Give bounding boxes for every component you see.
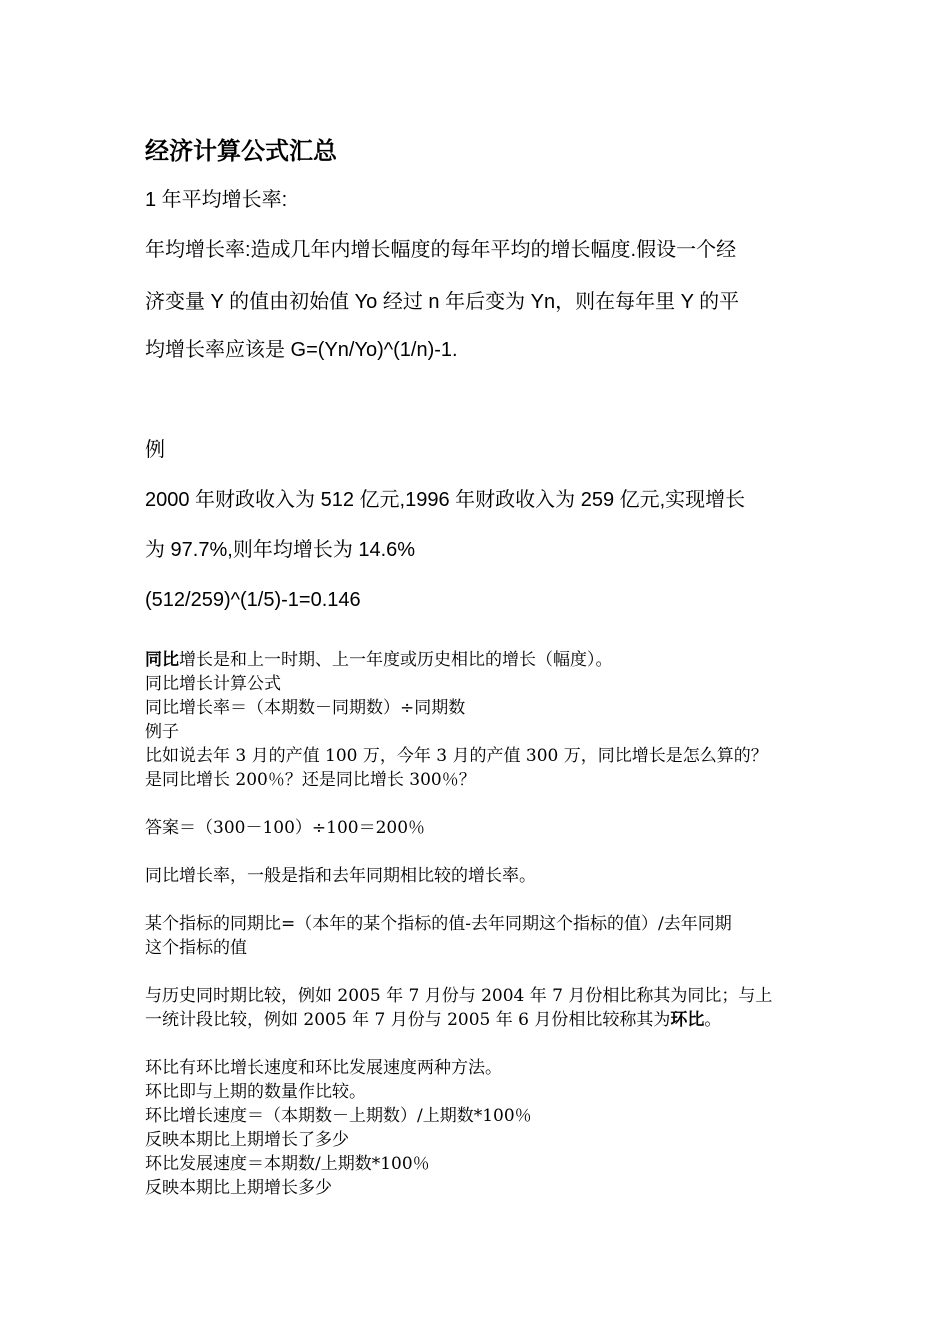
yoy-formula: 同比增长率＝（本期数－同期数）÷同期数 xyxy=(145,698,466,718)
mom-development-meaning: 反映本期比上期增长多少 xyxy=(145,1178,332,1198)
example-line: 为 97.7%,则年均增长为 14.6% xyxy=(145,539,416,561)
paragraph-line: 济变量 Y 的值由初始值 Yo 经过 n 年后变为 Yn，则在每年里 Y 的平 xyxy=(145,291,740,313)
mom-growth-meaning: 反映本期比上期增长了多少 xyxy=(145,1130,349,1150)
example-formula: (512/259)^(1/5)-1=0.146 xyxy=(145,589,361,611)
yoy-note: 同比增长率，一般是指和去年同期相比较的增长率。 xyxy=(145,866,536,886)
document-title: 经济计算公式汇总 xyxy=(145,138,337,165)
paragraph-line: 均增长率应该是 G=(Yn/Yo)^(1/n)-1. xyxy=(145,339,458,361)
yoy-index-line: 这个指标的值 xyxy=(145,938,247,958)
example-line: 2000 年财政收入为 512 亿元,1996 年财政收入为 259 亿元,实现增长 xyxy=(145,489,746,511)
mom-methods: 环比有环比增长速度和环比发展速度两种方法。 xyxy=(145,1058,502,1078)
yoy-definition: 同比增长是和上一时期、上一年度或历史相比的增长（幅度）。 xyxy=(145,650,613,670)
yoy-history-line: 一统计段比较，例如 2005 年 7 月份与 2005 年 6 月份相比较称其为环比。 xyxy=(145,1010,722,1030)
example-label: 例 xyxy=(145,439,165,461)
yoy-answer: 答案＝（300－100）÷100＝200％ xyxy=(145,818,426,838)
mom-term: 环比 xyxy=(670,1010,705,1030)
mom-growth-formula: 环比增长速度＝（本期数－上期数）/上期数*100％ xyxy=(145,1106,532,1126)
yoy-index-line: 某个指标的同期比=（本年的某个指标的值-去年同期这个指标的值）/去年同期 xyxy=(145,914,732,934)
yoy-question: 比如说去年 3 月的产值 100 万，今年 3 月的产值 300 万，同比增长是怎么算的？ xyxy=(145,746,768,766)
mom-definition: 环比即与上期的数量作比较。 xyxy=(145,1082,366,1102)
yoy-history-line: 与历史同时期比较，例如 2005 年 7 月份与 2004 年 7 月份相比称其为同比；与上 xyxy=(145,986,773,1006)
yoy-section xyxy=(145,648,825,1200)
yoy-term: 同比 xyxy=(145,650,179,670)
yoy-question: 是同比增长 200％？还是同比增长 300％？ xyxy=(145,770,476,790)
yoy-example-label: 例子 xyxy=(145,722,179,742)
paragraph-line: 年均增长率:造成几年内增长幅度的每年平均的增长幅度.假设一个经 xyxy=(145,239,737,261)
mom-development-formula: 环比发展速度＝本期数/上期数*100％ xyxy=(145,1154,430,1174)
yoy-formula-title: 同比增长计算公式 xyxy=(145,674,281,694)
section-heading-average-growth: 1 年平均增长率: xyxy=(145,189,288,211)
